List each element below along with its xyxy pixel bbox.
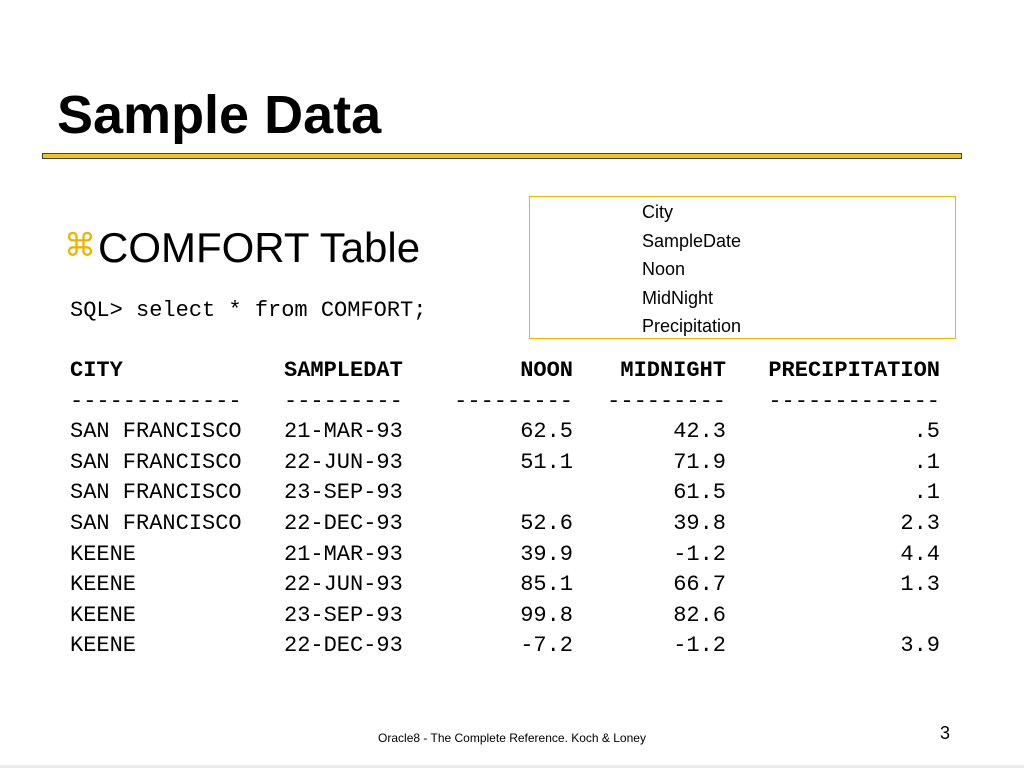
midnight-cell: 82.6 [673, 602, 726, 628]
header-cell: SAMPLEDAT [284, 358, 403, 383]
column-list-item: MidNight [642, 287, 714, 308]
noon-cell: -7.2 [520, 633, 573, 659]
noon-cell: 52.6 [520, 510, 573, 536]
precipitation-cell: .1 [913, 449, 940, 475]
city-cell: KEENE [70, 602, 137, 628]
title-underline [42, 153, 962, 159]
noon-cell: 99.8 [520, 602, 573, 628]
table-row [70, 540, 940, 571]
city-cell: KEENE [70, 541, 137, 567]
table-row [70, 601, 940, 632]
bullet-text: COMFORT Table [98, 224, 421, 271]
column-list-item: City [642, 202, 673, 222]
city-cell: SAN FRANCISCO [70, 480, 242, 506]
sampledate-cell: 21-MAR-93 [284, 541, 403, 567]
footer-citation: Oracle8 - The Complete Reference. Koch & Loney [378, 731, 646, 745]
command-bullet-icon: ⌘ [64, 227, 96, 263]
table-row [70, 478, 940, 509]
midnight-cell: 66.7 [673, 572, 726, 598]
city-cell: KEENE [70, 633, 137, 659]
city-cell: KEENE [70, 572, 137, 598]
sampledate-cell: 23-SEP-93 [284, 480, 403, 506]
header-cell: MIDNIGHT [620, 358, 726, 383]
separator-cell: ------------- [70, 388, 242, 414]
noon-cell: 39.9 [520, 541, 573, 567]
table-row [70, 417, 940, 448]
column-list [642, 198, 741, 341]
precipitation-cell: 3.9 [900, 633, 940, 659]
separator-cell: --------- [284, 388, 403, 414]
precipitation-cell: 1.3 [900, 572, 940, 598]
city-cell: SAN FRANCISCO [70, 510, 242, 536]
column-list-box [529, 196, 956, 339]
sampledate-cell: 22-JUN-93 [284, 449, 403, 475]
noon-cell [399, 478, 573, 509]
city-cell: SAN FRANCISCO [70, 449, 242, 475]
precipitation-cell: 2.3 [900, 510, 940, 536]
table-row [70, 631, 940, 662]
midnight-cell: -1.2 [673, 633, 726, 659]
bullet-item [64, 218, 420, 275]
table-row [70, 448, 940, 479]
query-result-table [70, 356, 940, 662]
column-list-item: SampleDate [642, 230, 742, 251]
separator-row [70, 387, 940, 418]
noon-cell: 62.5 [520, 419, 573, 445]
precipitation-cell: .5 [913, 419, 940, 445]
sampledate-cell: 23-SEP-93 [284, 602, 403, 628]
table-row [70, 570, 940, 601]
noon-cell: 51.1 [520, 449, 573, 475]
separator-cell: --------- [607, 388, 726, 414]
column-list-item: Noon [642, 259, 686, 280]
column-list-item: Precipitation [642, 316, 742, 337]
precipitation-cell [726, 601, 940, 632]
table-header-row [70, 356, 940, 387]
noon-cell: 85.1 [520, 572, 573, 598]
separator-cell: ------------- [768, 388, 940, 414]
midnight-cell: 61.5 [673, 480, 726, 506]
sampledate-cell: 22-DEC-93 [284, 633, 403, 659]
midnight-cell: 42.3 [673, 419, 726, 445]
header-cell: PRECIPITATION [768, 358, 940, 383]
separator-cell: --------- [454, 388, 573, 414]
sampledate-cell: 22-JUN-93 [284, 572, 403, 598]
sampledate-cell: 21-MAR-93 [284, 419, 403, 445]
sql-prompt: SQL> select * from COMFORT; [70, 298, 427, 323]
slide-title: Sample Data [57, 85, 382, 145]
header-cell: CITY [70, 358, 123, 383]
midnight-cell: -1.2 [673, 541, 726, 567]
city-cell: SAN FRANCISCO [70, 419, 242, 445]
precipitation-cell: .1 [913, 480, 940, 506]
table-row [70, 509, 940, 540]
midnight-cell: 71.9 [673, 449, 726, 475]
midnight-cell: 39.8 [673, 510, 726, 536]
page-number: 3 [940, 723, 951, 743]
precipitation-cell: 4.4 [900, 541, 940, 567]
sampledate-cell: 22-DEC-93 [284, 510, 403, 536]
header-cell: NOON [520, 358, 573, 383]
